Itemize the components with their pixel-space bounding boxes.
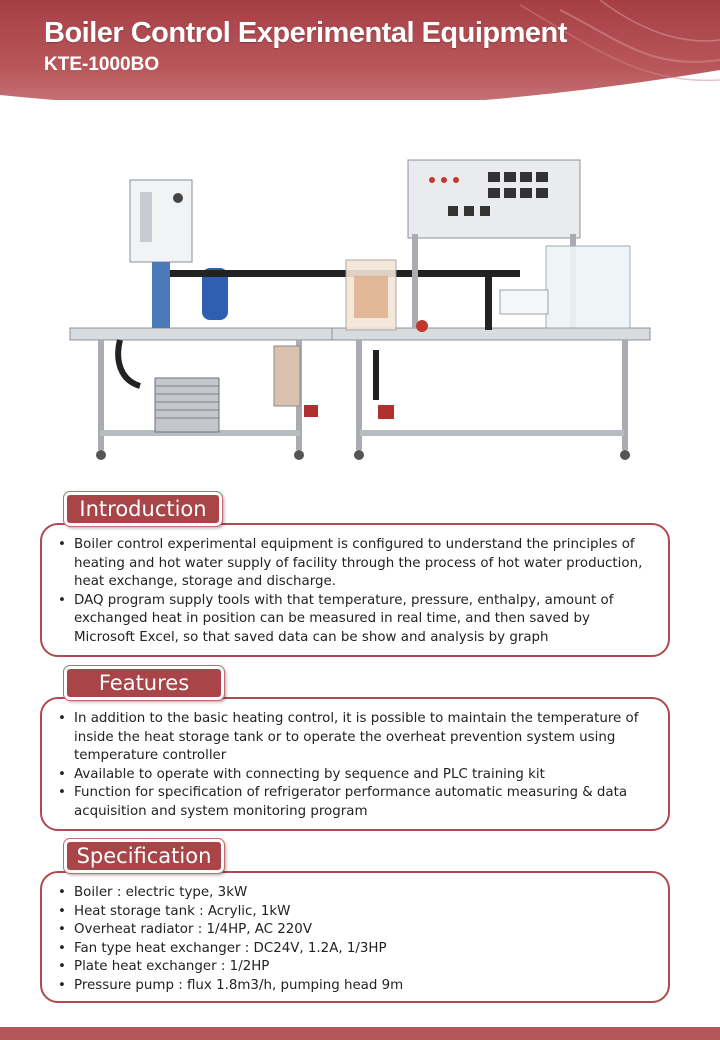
list-item: • Fan type heat exchanger : DC24V, 1.2A, 1/3HP bbox=[56, 940, 650, 959]
list-item: • Boiler : electric type, 3kW bbox=[56, 884, 650, 903]
features-list bbox=[56, 710, 650, 822]
list-item: • DAQ program supply tools with that temperature, pressure, enthalpy, amount of exchanged heat in position can be measured in real time, and then saved by Microsoft Excel, so that saved data can be show and analysis by graph bbox=[56, 592, 650, 648]
list-item: • Heat storage tank : Acrylic, 1kW bbox=[56, 903, 650, 922]
header-banner bbox=[0, 0, 720, 100]
list-item: • Boiler control experimental equipment is configured to understand the principles of heating and hot water supply of facility through the process of hot water production, heat exchange, storage and discharge. bbox=[56, 536, 650, 592]
header-swirl-decoration bbox=[0, 0, 720, 100]
page-title: Boiler Control Experimental Equipment bbox=[44, 17, 567, 49]
list-item: • Function for specification of refrigerator performance automatic measuring & data acquisition and system monitoring program bbox=[56, 784, 650, 821]
specification-heading: Specification bbox=[64, 839, 224, 873]
list-item: • Overheat radiator : 1/4HP, AC 220V bbox=[56, 921, 650, 940]
features-box bbox=[40, 697, 670, 831]
footer-strip bbox=[0, 1027, 720, 1040]
introduction-heading: Introduction bbox=[64, 492, 222, 526]
model-number: KTE-1000BO bbox=[44, 54, 160, 75]
features-heading: Features bbox=[64, 666, 224, 700]
introduction-list bbox=[56, 536, 650, 648]
introduction-box bbox=[40, 523, 670, 657]
list-item: • Available to operate with connecting by sequence and PLC training kit bbox=[56, 766, 650, 785]
specification-box bbox=[40, 871, 670, 1003]
list-item: • Pressure pump : flux 1.8m3/h, pumping head 9m bbox=[56, 977, 650, 996]
list-item: • Plate heat exchanger : 1/2HP bbox=[56, 958, 650, 977]
specification-list bbox=[56, 884, 650, 996]
list-item: • In addition to the basic heating control, it is possible to maintain the temperature of inside the heat storage tank or to operate the overheat prevention system using temperature controller bbox=[56, 710, 650, 766]
equipment-image bbox=[60, 150, 660, 470]
